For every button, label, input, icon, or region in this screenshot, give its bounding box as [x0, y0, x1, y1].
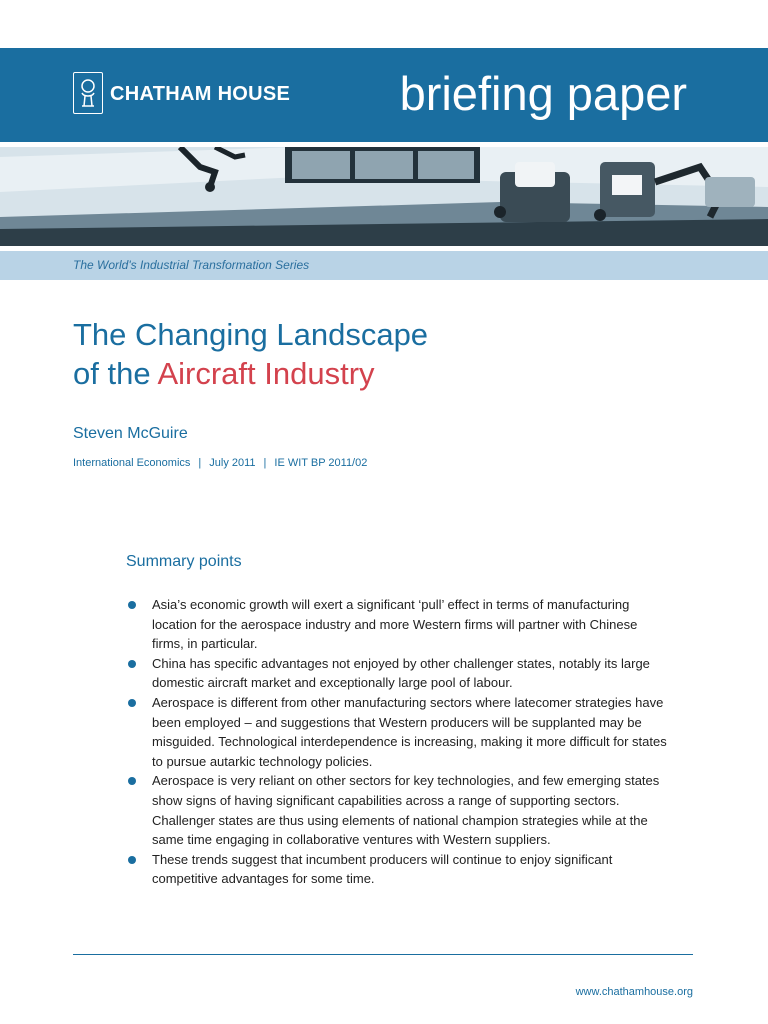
summary-point [128, 595, 668, 654]
summary-point-text: Asia’s economic growth will exert a significant ‘pull’ effect in terms of manufacturing location for the aerospace industry and more Western firms will partner with Chinese firms, in particular. [152, 597, 638, 652]
summary-point [128, 693, 668, 771]
summary-point [128, 850, 668, 889]
header-photo [0, 147, 768, 246]
bullet-icon [128, 601, 136, 609]
logo-text: CHATHAM HOUSE [110, 82, 291, 105]
meta-reference: IE WIT BP 2011/02 [274, 457, 368, 469]
title-line-1: The Changing Landscape [73, 317, 429, 352]
chatham-house-logo [73, 70, 290, 116]
document-type-heading: briefing paper [399, 67, 687, 120]
bullet-icon [128, 699, 136, 707]
footer-divider [73, 954, 693, 955]
meta-date: July 2011 [209, 457, 256, 469]
title-line-2-prefix: of the [73, 356, 158, 391]
summary-point-text: Aerospace is very reliant on other sectors for key technologies, and few emerging states show signs of having significant capabilities across a range of supporting sectors. Challenger states are thus using elements of national champion strategies while at the same time engaging in collaborative ventures with Western suppliers. [152, 773, 660, 848]
meta-programme: International Economics [73, 457, 191, 469]
page-title [73, 315, 428, 393]
author-name: Steven McGuire [73, 425, 188, 442]
meta-separator: | [198, 457, 202, 469]
title-line-2-accent: Aircraft Industry [157, 356, 375, 391]
series-band [0, 251, 768, 280]
series-name: The World's Industrial Transformation Series [73, 258, 310, 272]
meta-separator: | [263, 457, 267, 469]
bullet-icon [128, 856, 136, 864]
publication-meta [73, 457, 367, 469]
summary-point-text: Aerospace is different from other manufacturing sectors where latecomer strategies have been employed – and suggestions that Western producers will be supplanted may be misguided. Technological interdependence is increasing, making it more difficult for states to pursue autarkic technology policies. [152, 694, 667, 769]
summary-point-text: China has specific advantages not enjoyed by other challenger states, notably its large domestic aircraft market and exceptionally large pool of labour. [152, 655, 650, 691]
chatham-house-emblem-icon [73, 72, 103, 114]
website-link[interactable]: www.chathamhouse.org [575, 986, 693, 998]
summary-point [128, 771, 668, 849]
summary-heading: Summary points [126, 553, 242, 570]
summary-point [128, 654, 668, 693]
bullet-icon [128, 660, 136, 668]
summary-point-text: These trends suggest that incumbent producers will continue to enjoy significant competitive advantages for some time. [152, 851, 613, 887]
bullet-icon [128, 777, 136, 785]
summary-points-list [128, 595, 668, 889]
